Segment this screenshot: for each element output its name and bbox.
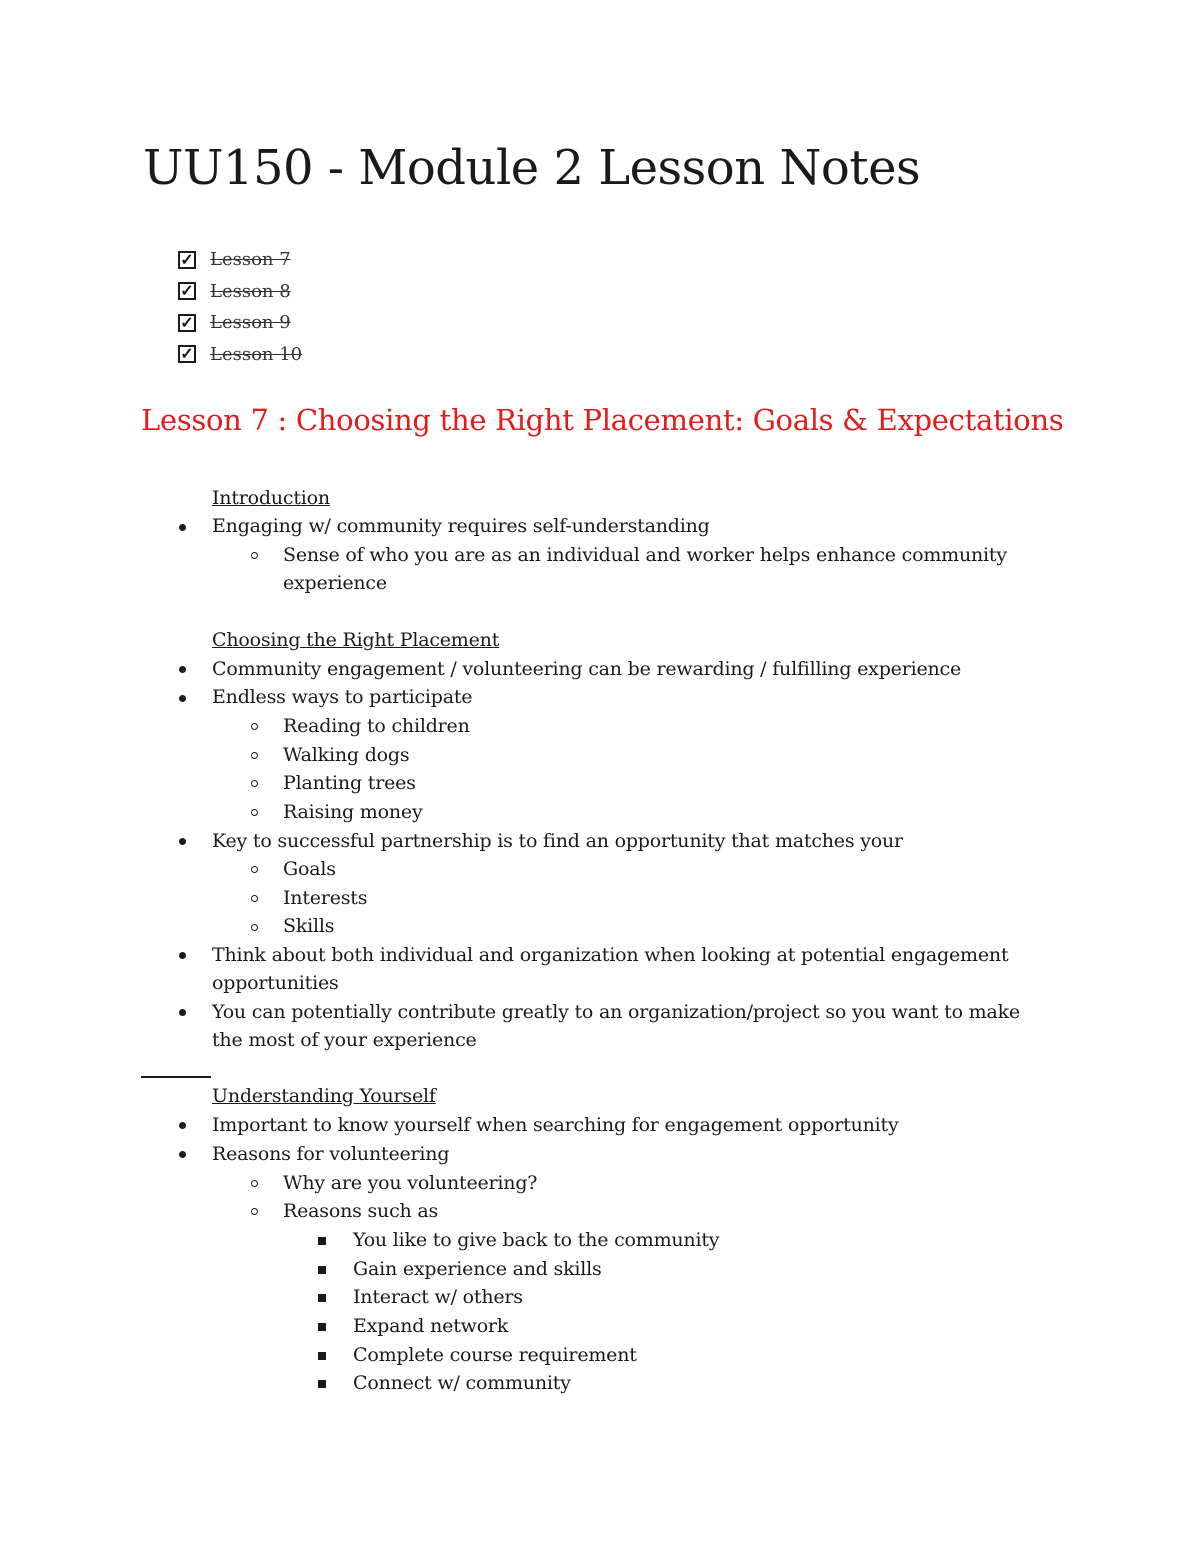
checkbox-checked-icon[interactable]: ✓ <box>178 314 196 332</box>
bullet-icon <box>179 1122 186 1129</box>
list-item: Complete course requirement <box>353 1344 637 1366</box>
sub-bullet-icon <box>251 809 258 816</box>
list-item: Engaging w/ community requires self-understanding <box>212 515 710 537</box>
bullet-icon <box>179 695 186 702</box>
checklist-item[interactable] <box>178 339 302 371</box>
section-header-yourself: Understanding Yourself <box>212 1085 436 1107</box>
lesson-checklist <box>178 244 302 370</box>
list-item: Gain experience and skills <box>353 1258 602 1280</box>
list-item: Walking dogs <box>283 744 410 766</box>
square-bullet-icon <box>318 1294 326 1302</box>
list-item-continuation: the most of your experience <box>212 1029 477 1051</box>
sub-bullet-icon <box>251 1180 258 1187</box>
section-header-placement: Choosing the Right Placement <box>212 629 500 651</box>
list-item: Reasons for volunteering <box>212 1143 450 1165</box>
bullet-icon <box>179 1151 186 1158</box>
list-item: Think about both individual and organization when looking at potential engagement <box>212 944 1009 966</box>
checklist-item[interactable] <box>178 244 302 276</box>
sub-bullet-icon <box>251 895 258 902</box>
page-title: UU150 - Module 2 Lesson Notes <box>143 140 921 196</box>
sub-bullet-icon <box>251 924 258 931</box>
sub-bullet-icon <box>251 752 258 759</box>
checklist-label: Lesson 10 <box>210 343 303 365</box>
checkbox-checked-icon[interactable]: ✓ <box>178 345 196 363</box>
square-bullet-icon <box>318 1380 326 1388</box>
list-item: Key to successful partnership is to find an opportunity that matches your <box>212 830 903 852</box>
list-item: Sense of who you are as an individual and worker helps enhance community <box>283 544 1007 566</box>
list-item: Important to know yourself when searching for engagement opportunity <box>212 1114 899 1136</box>
list-item: Endless ways to participate <box>212 686 473 708</box>
bullet-icon <box>179 1009 186 1016</box>
checkbox-checked-icon[interactable]: ✓ <box>178 282 196 300</box>
checkbox-checked-icon[interactable]: ✓ <box>178 251 196 269</box>
list-item: Raising money <box>283 801 423 823</box>
list-item: Reading to children <box>283 715 470 737</box>
section-header-introduction: Introduction <box>212 487 330 509</box>
checklist-item[interactable] <box>178 276 302 308</box>
square-bullet-icon <box>318 1323 326 1331</box>
square-bullet-icon <box>318 1266 326 1274</box>
bullet-icon <box>179 524 186 531</box>
sub-bullet-icon <box>251 866 258 873</box>
bullet-icon <box>179 666 186 673</box>
square-bullet-icon <box>318 1352 326 1360</box>
list-item: Reasons such as <box>283 1200 439 1222</box>
list-item: Connect w/ community <box>353 1372 571 1394</box>
bullet-icon <box>179 952 186 959</box>
checklist-label: Lesson 7 <box>210 249 291 271</box>
checklist-label: Lesson 8 <box>210 280 291 302</box>
list-item: Planting trees <box>283 772 416 794</box>
square-bullet-icon <box>318 1237 326 1245</box>
list-item: Skills <box>283 915 335 937</box>
list-item: Goals <box>283 858 336 880</box>
sub-bullet-icon <box>251 552 258 559</box>
list-item-continuation: opportunities <box>212 972 339 994</box>
list-item: Interact w/ others <box>353 1286 523 1308</box>
bullet-icon <box>179 838 186 845</box>
list-item: Expand network <box>353 1315 509 1337</box>
list-item-continuation: experience <box>283 572 387 594</box>
list-item: Interests <box>283 887 368 909</box>
list-item: Community engagement / volunteering can be rewarding / fulfilling experience <box>212 658 962 680</box>
sub-bullet-icon <box>251 723 258 730</box>
checklist-label: Lesson 9 <box>210 312 291 334</box>
lesson-7-heading: Lesson 7 : Choosing the Right Placement: Goals & Expectations <box>141 403 1064 437</box>
horizontal-rule <box>141 1076 211 1078</box>
list-item: You like to give back to the community <box>353 1229 720 1251</box>
list-item: You can potentially contribute greatly to an organization/project so you want to make <box>212 1001 1020 1023</box>
sub-bullet-icon <box>251 780 258 787</box>
checklist-item[interactable] <box>178 307 302 339</box>
sub-bullet-icon <box>251 1208 258 1215</box>
list-item: Why are you volunteering? <box>283 1172 538 1194</box>
